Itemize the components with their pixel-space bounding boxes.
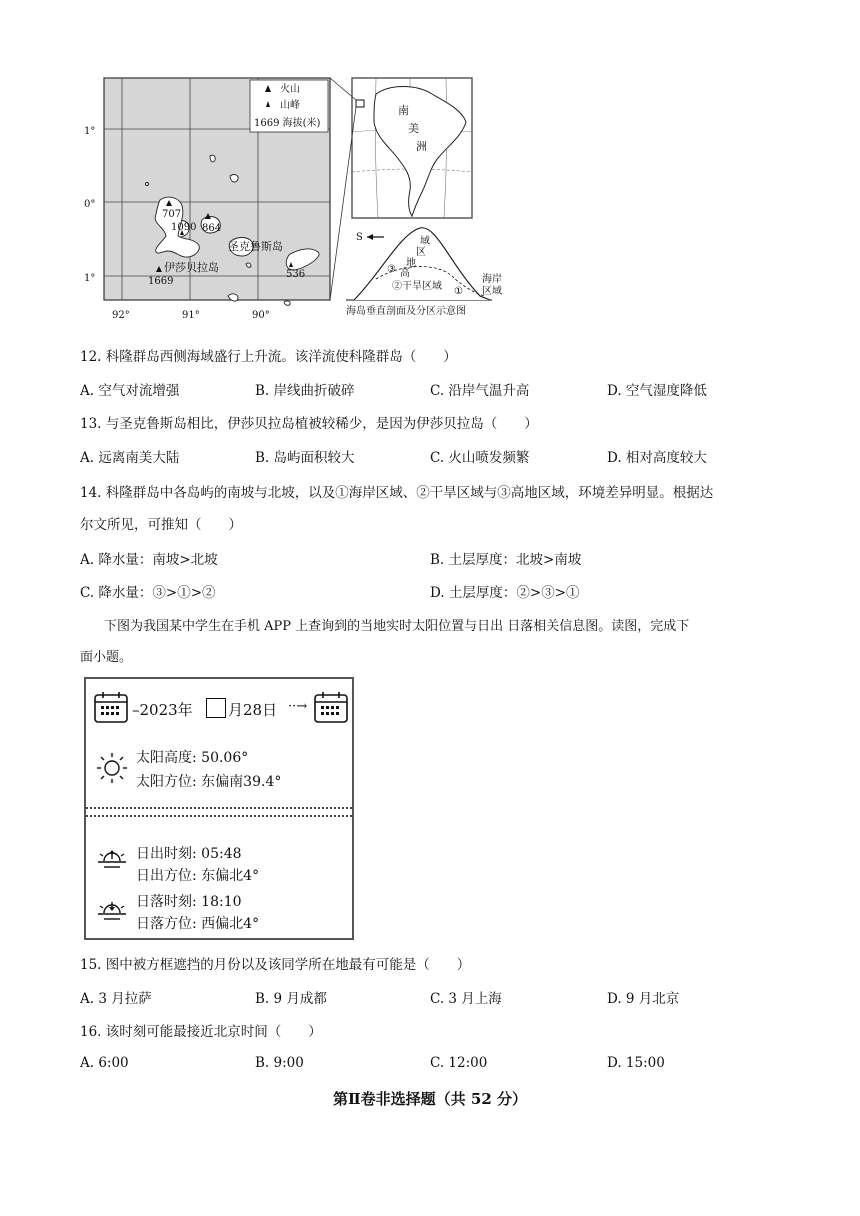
q12-option-c[interactable]: C. 沿岸气温升高 bbox=[430, 383, 530, 399]
arrow-right-icon: ··→ bbox=[288, 699, 308, 714]
q12-option-b[interactable]: B. 岸线曲折破碎 bbox=[255, 383, 355, 399]
zone3-char2: 高 bbox=[400, 268, 410, 279]
sunset-time-value: 18:10 bbox=[201, 894, 242, 910]
elev-1669: 1669 bbox=[148, 276, 174, 287]
zone3-char5: 域 bbox=[420, 236, 430, 247]
label-south: 南 bbox=[398, 104, 409, 117]
date-prefix bbox=[132, 699, 193, 720]
south-arrow-icon bbox=[367, 234, 373, 240]
zone1-label: ① bbox=[454, 286, 463, 297]
q13-option-a[interactable]: A. 远离南美大陆 bbox=[80, 450, 180, 466]
question-14-stem-line2: 尔文所见，可推知（ ） bbox=[80, 517, 242, 533]
sun-altitude-row bbox=[136, 747, 248, 767]
divider-bottom bbox=[86, 815, 352, 817]
intro-line1: 下图为我国某中学生在手机 APP 上查询到的当地实时太阳位置与日出 日落相关信息图。读图，完成下 bbox=[104, 619, 690, 634]
sun-azimuth-label: 太阳方位: bbox=[136, 774, 197, 790]
zone3-char4: 区 bbox=[416, 247, 426, 258]
lon-label-91: 91° bbox=[182, 310, 200, 321]
profile-caption: 海岛垂直剖面及分区示意图 bbox=[346, 306, 466, 317]
sunrise-time-label: 日出时刻: bbox=[136, 846, 197, 862]
q14-option-b[interactable]: B. 土层厚度：北坡>南坡 bbox=[430, 552, 582, 568]
coast-label-1: 海岸 bbox=[482, 274, 502, 285]
sun-icon bbox=[96, 752, 128, 784]
sunrise-icon bbox=[96, 845, 128, 871]
lon-label-92: 92° bbox=[112, 310, 130, 321]
sunrise-dir-label: 日出方位: bbox=[136, 868, 197, 884]
sun-azimuth-value: 东偏南39.4° bbox=[201, 774, 282, 790]
galapagos-map-figure bbox=[80, 74, 510, 324]
island-profile-diagram bbox=[346, 228, 502, 317]
question-15-stem: 15. 图中被方框遮挡的月份以及该同学所在地最有可能是（ ） bbox=[80, 957, 471, 973]
label-santa-cruz: 圣克鲁斯岛 bbox=[228, 240, 283, 253]
question-12-stem: 12. 科隆群岛西侧海域盛行上升流。该洋流使科隆群岛（ ） bbox=[80, 349, 457, 365]
sun-altitude-label: 太阳高度: bbox=[136, 750, 197, 766]
legend-peak: 山峰 bbox=[280, 100, 300, 111]
sunset-dir-label: 日落方位: bbox=[136, 916, 197, 932]
coast-label-2: 区域 bbox=[482, 286, 502, 297]
q14-option-a[interactable]: A. 降水量：南坡>北坡 bbox=[80, 552, 218, 568]
elev-707: 707 bbox=[162, 209, 182, 220]
question-16-stem: 16. 该时刻可能最接近北京时间（ ） bbox=[80, 1024, 322, 1040]
sunset-dir-row bbox=[136, 913, 259, 933]
divider-top bbox=[86, 807, 352, 809]
date-year: 2023年 bbox=[139, 701, 193, 719]
zone2-label: ②干旱区域 bbox=[392, 281, 442, 292]
question-14-stem-line1: 14. 科隆群岛中各岛屿的南坡与北坡，以及①海岸区域、②干旱区域与③高地区域，环境差异明显。根据达 bbox=[80, 485, 714, 501]
lat-label-1s: 1° bbox=[84, 273, 96, 284]
sun-altitude-value: 50.06° bbox=[201, 750, 249, 766]
sunset-time-label: 日落时刻: bbox=[136, 894, 197, 910]
intro-line2: 面小题。 bbox=[80, 650, 133, 665]
sunrise-dir-row bbox=[136, 865, 259, 885]
lon-label-90: 90° bbox=[252, 310, 270, 321]
elev-536: 536 bbox=[286, 269, 306, 280]
q16-option-a[interactable]: A. 6:00 bbox=[80, 1055, 129, 1071]
elev-864: 864 bbox=[202, 223, 222, 234]
q15-option-d[interactable]: D. 9 月北京 bbox=[607, 991, 680, 1007]
sunrise-dir-value: 东偏北4° bbox=[201, 868, 260, 884]
q15-option-a[interactable]: A. 3 月拉萨 bbox=[80, 991, 152, 1007]
sun-info-app-panel bbox=[84, 677, 354, 940]
hidden-month-box[interactable] bbox=[206, 698, 226, 718]
question-13-stem: 13. 与圣克鲁斯岛相比，伊莎贝拉岛植被较稀少，是因为伊莎贝拉岛（ ） bbox=[80, 416, 538, 432]
q13-option-c[interactable]: C. 火山喷发频繁 bbox=[430, 450, 530, 466]
calendar-icon[interactable] bbox=[94, 691, 128, 723]
sunset-dir-value: 西偏北4° bbox=[201, 916, 260, 932]
zone3-char3: 地 bbox=[406, 258, 416, 269]
q12-option-d[interactable]: D. 空气湿度降低 bbox=[607, 383, 707, 399]
label-continent: 洲 bbox=[416, 140, 427, 153]
legend-volcano: 火山 bbox=[280, 84, 300, 95]
q15-option-b[interactable]: B. 9 月成都 bbox=[255, 991, 327, 1007]
q15-option-c[interactable]: C. 3 月上海 bbox=[430, 991, 502, 1007]
sun-azimuth-row bbox=[136, 771, 281, 791]
q16-option-b[interactable]: B. 9:00 bbox=[255, 1055, 304, 1071]
q12-option-a[interactable]: A. 空气对流增强 bbox=[80, 383, 180, 399]
dash: – bbox=[132, 701, 140, 719]
zone3-num: ③ bbox=[387, 264, 396, 275]
lat-label-1n: 1° bbox=[84, 126, 96, 137]
label-isabela: 伊莎贝拉岛 bbox=[164, 261, 219, 274]
lat-label-0: 0° bbox=[84, 199, 96, 210]
section-title: 第Ⅱ卷非选择题（共 52 分） bbox=[333, 1090, 527, 1108]
q16-option-c[interactable]: C. 12:00 bbox=[430, 1055, 488, 1071]
q16-option-d[interactable]: D. 15:00 bbox=[607, 1055, 665, 1071]
elev-1090: 1090 bbox=[171, 222, 197, 233]
q14-option-c[interactable]: C. 降水量：③>①>② bbox=[80, 585, 216, 601]
label-america: 美 bbox=[408, 122, 419, 135]
sunrise-time-row bbox=[136, 843, 242, 863]
q13-option-d[interactable]: D. 相对高度较大 bbox=[607, 450, 707, 466]
sunset-icon bbox=[96, 897, 128, 923]
legend-elevation: 1669 海拔(米) bbox=[254, 118, 321, 129]
date-day: 月28日 bbox=[228, 701, 278, 719]
q14-option-d[interactable]: D. 土层厚度：②>③>① bbox=[430, 585, 580, 601]
calendar-icon[interactable] bbox=[314, 691, 348, 723]
sunrise-time-value: 05:48 bbox=[201, 846, 242, 862]
south-arrow-label: S bbox=[356, 232, 363, 243]
q13-option-b[interactable]: B. 岛屿面积较大 bbox=[255, 450, 355, 466]
sunset-time-row bbox=[136, 891, 242, 911]
